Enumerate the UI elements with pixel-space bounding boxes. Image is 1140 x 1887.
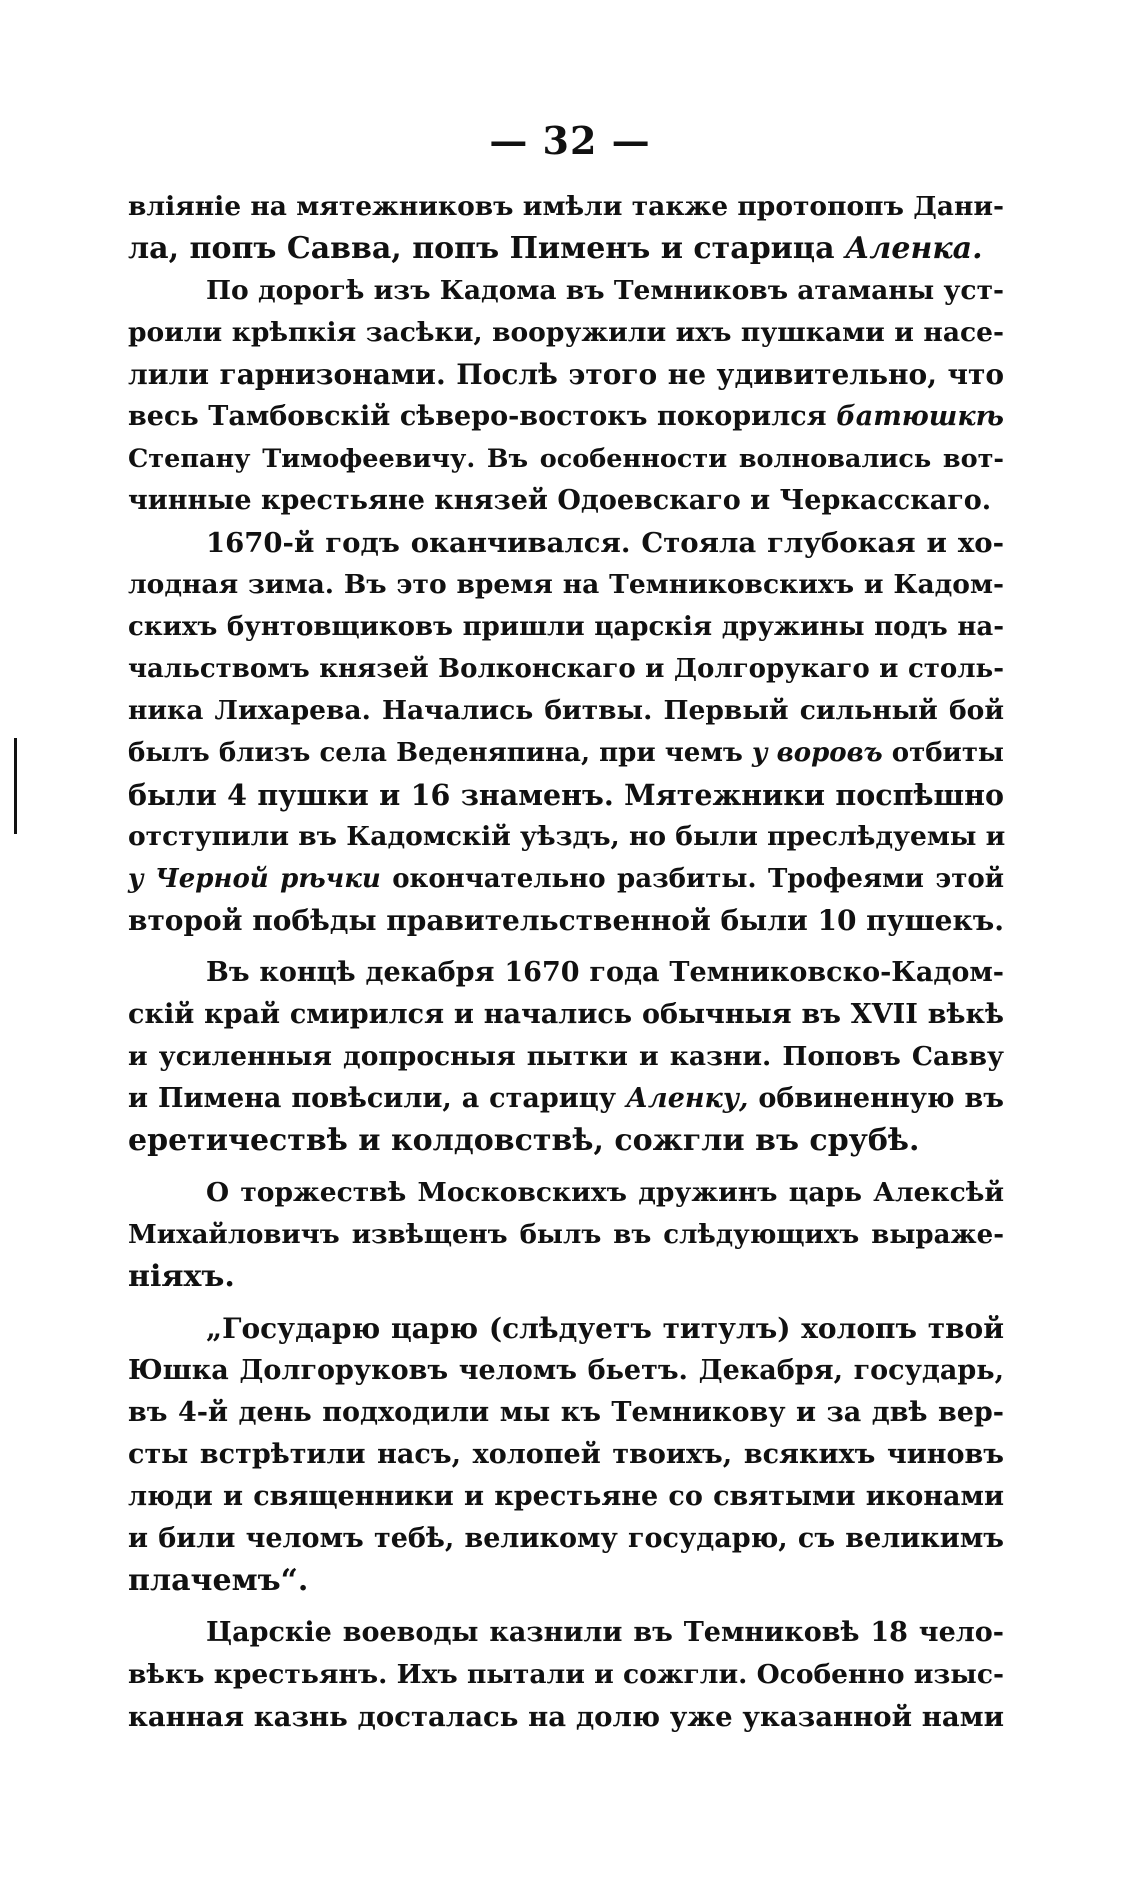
text-line: второй побѣды правительственной были 10 пушекъ. bbox=[128, 904, 1004, 937]
text-segment: обвиненную въ bbox=[748, 1083, 1004, 1114]
text-line: роили крѣпкія засѣки, вооружили ихъ пушками и насе- bbox=[128, 317, 1004, 348]
text-line: 1670-й годъ оканчивался. Стояла глубокая и хо- bbox=[206, 527, 1004, 559]
text-line: вліяніе на мятежниковъ имѣли также протопопъ Дани- bbox=[128, 191, 1004, 222]
text-line: въ 4-й день подходили мы къ Темникову и за двѣ вер- bbox=[128, 1397, 1004, 1428]
text-line: ніяхъ. bbox=[128, 1259, 235, 1294]
text-line: чальствомъ князей Волконскаго и Долгорукаго и столь- bbox=[128, 654, 1004, 684]
text-line: Михайловичъ извѣщенъ былъ въ слѣдующихъ выраже- bbox=[128, 1220, 1004, 1250]
text-segment: ла, попъ Савва, попъ Пименъ и старица bbox=[128, 231, 845, 266]
italic-name: Аленку, bbox=[625, 1083, 749, 1114]
text-line: плачемъ“. bbox=[128, 1563, 309, 1598]
paragraph bbox=[128, 1172, 1004, 1298]
text-segment: отбиты bbox=[882, 738, 1004, 768]
paragraph bbox=[128, 1612, 1004, 1738]
text-line bbox=[128, 858, 1004, 900]
text-line: чинные крестьяне князей Одоевскаго и Черкасскаго. bbox=[128, 485, 992, 516]
text-line: Степану Тимофеевичу. Въ особенности волновались вот- bbox=[128, 444, 1004, 474]
italic-phrase: у воровъ bbox=[752, 738, 883, 768]
text-segment: окончательно разбиты. Трофеями этой bbox=[380, 864, 1004, 894]
text-line: и усиленныя допросныя пытки и казни. Поповъ Савву bbox=[128, 1041, 1004, 1072]
paragraph bbox=[128, 186, 1004, 270]
margin-mark bbox=[14, 738, 17, 834]
text-line bbox=[128, 1078, 1004, 1120]
text-line: Царскіе воеводы казнили въ Темниковѣ 18 чело- bbox=[206, 1617, 1004, 1648]
text-line: О торжествѣ Московскихъ дружинъ царь Алексѣй bbox=[206, 1177, 1004, 1208]
paragraph bbox=[128, 522, 1004, 942]
text-line: ника Лихарева. Начались битвы. Первый сильный бой bbox=[128, 695, 1004, 726]
text-line: вѣкъ крестьянъ. Ихъ пытали и сожгли. Особенно изыс- bbox=[128, 1659, 1004, 1690]
text-segment: былъ близъ села Веденяпина, при чемъ bbox=[128, 738, 752, 768]
paragraph bbox=[128, 1308, 1004, 1602]
text-line: люди и священники и крестьяне со святыми иконами bbox=[128, 1481, 1004, 1512]
text-line bbox=[128, 732, 1004, 774]
text-line: лили гарнизонами. Послѣ этого не удивительно, что bbox=[128, 358, 1004, 391]
italic-word: батюшкѣ bbox=[836, 401, 1004, 432]
paragraph bbox=[128, 952, 1004, 1162]
text-line: еретичествѣ и колдовствѣ, сожгли въ срубѣ. bbox=[128, 1123, 920, 1158]
body-text bbox=[128, 186, 1004, 1738]
text-segment: весь Тамбовскій сѣверо-востокъ покорился bbox=[128, 401, 837, 432]
text-line bbox=[128, 396, 1004, 438]
text-line: отступили въ Кадомскій уѣздъ, но были преслѣдуемы и bbox=[128, 821, 1006, 852]
text-line: Юшка Долгоруковъ челомъ бьетъ. Декабря, государь, bbox=[128, 1355, 1004, 1386]
text-line: канная казнь досталась на долю уже указанной нами bbox=[128, 1701, 1004, 1733]
page-number: — 32 — bbox=[489, 118, 651, 163]
text-line: были 4 пушки и 16 знаменъ. Мятежники поспѣшно bbox=[128, 778, 1004, 812]
text-segment: и Пимена повѣсили, а старицу bbox=[128, 1083, 626, 1114]
text-line: „Государю царю (слѣдуетъ титулъ) холопъ твой bbox=[206, 1312, 1004, 1345]
paragraph bbox=[128, 270, 1004, 522]
text-line: Въ концѣ декабря 1670 года Темниковско-Кадом- bbox=[206, 957, 1004, 988]
text-line: По дорогѣ изъ Кадома въ Темниковъ атаманы уст- bbox=[206, 275, 1004, 306]
text-line: сты встрѣтили насъ, холопей твоихъ, всякихъ чиновъ bbox=[128, 1439, 1004, 1470]
text-line: и били челомъ тебѣ, великому государю, съ великимъ bbox=[128, 1523, 1004, 1554]
text-line: скихъ бунтовщиковъ пришли царскія дружины подъ на- bbox=[128, 612, 1004, 642]
italic-name: Аленка. bbox=[844, 231, 983, 266]
text-line bbox=[128, 228, 1004, 270]
text-line: лодная зима. Въ это время на Темниковскихъ и Кадом- bbox=[128, 569, 1004, 600]
italic-phrase: у Черной рѣчки bbox=[128, 864, 381, 894]
text-line: скій край смирился и начались обычныя въ XVII вѣкѣ bbox=[128, 999, 1004, 1030]
